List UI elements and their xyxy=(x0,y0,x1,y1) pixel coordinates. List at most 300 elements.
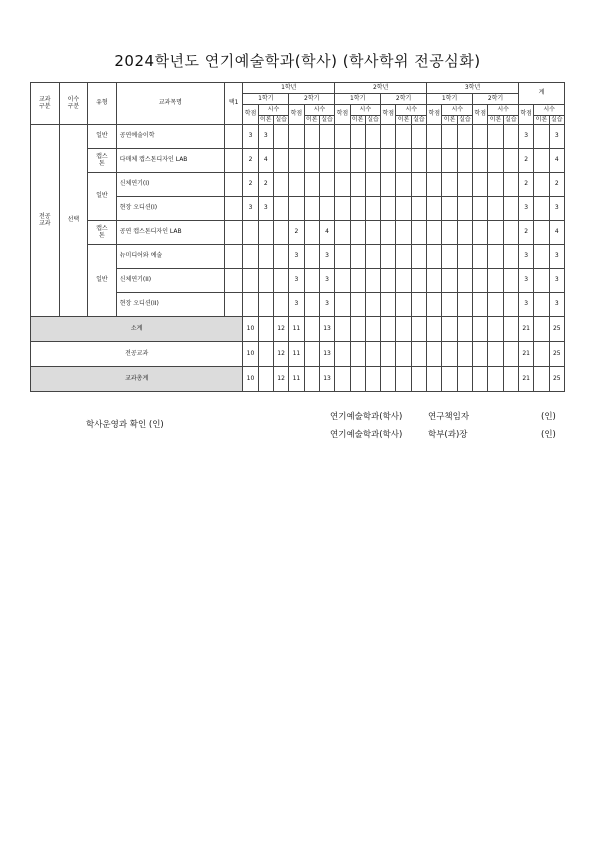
value-cell xyxy=(258,367,273,392)
value-cell xyxy=(350,221,365,245)
header-semester-2: 2학기 xyxy=(289,94,335,105)
value-cell xyxy=(457,293,472,317)
elective-cell xyxy=(224,245,242,269)
value-cell xyxy=(411,197,426,221)
table-row xyxy=(31,245,565,269)
value-cell xyxy=(396,173,411,197)
signature-dept-2: 연기예술학과(학사) xyxy=(330,430,403,440)
value-cell xyxy=(396,125,411,149)
header-credit: 학점 xyxy=(381,105,396,125)
summary-label: 소계 xyxy=(31,317,243,342)
header-practice: 실습 xyxy=(505,115,517,123)
value-cell xyxy=(473,173,488,197)
value-cell xyxy=(396,221,411,245)
value-cell xyxy=(335,125,350,149)
value-cell xyxy=(427,125,442,149)
value-cell xyxy=(427,317,442,342)
value-cell xyxy=(503,317,518,342)
header-type: 유형 xyxy=(88,83,117,125)
value-cell xyxy=(335,245,350,269)
total-cell: 25 xyxy=(549,317,564,342)
value-cell xyxy=(350,367,365,392)
value-cell xyxy=(411,269,426,293)
header-hours: 시수 xyxy=(442,105,473,116)
subject-name: 현장 오디션(II) xyxy=(116,293,224,317)
summary-row xyxy=(31,367,565,392)
signature-role-2: 학부(과)장 xyxy=(428,430,468,440)
total-cell: 21 xyxy=(519,317,534,342)
total-cell: 4 xyxy=(549,221,564,245)
value-cell xyxy=(243,293,258,317)
value-cell xyxy=(396,293,411,317)
value-cell xyxy=(289,173,304,197)
signature-dept-1: 연기예술학과(학사) xyxy=(330,412,403,422)
header-year-2: 2학년 xyxy=(335,83,427,94)
header-credit: 학점 xyxy=(243,105,258,125)
value-cell xyxy=(442,197,457,221)
value-cell xyxy=(396,367,411,392)
value-cell xyxy=(335,149,350,173)
header-practice: 실습 xyxy=(321,115,333,123)
value-cell xyxy=(442,245,457,269)
value-cell xyxy=(365,245,380,269)
value-cell: 10 xyxy=(243,367,258,392)
value-cell xyxy=(442,149,457,173)
value-cell xyxy=(304,293,319,317)
total-cell xyxy=(534,149,549,173)
value-cell xyxy=(503,342,518,367)
value-cell: 3 xyxy=(319,293,334,317)
value-cell xyxy=(243,269,258,293)
total-cell xyxy=(534,317,549,342)
type-label: 캡스 톤 xyxy=(88,149,117,173)
header-subject: 교과목명 xyxy=(116,83,224,125)
value-cell: 3 xyxy=(289,293,304,317)
elective-cell xyxy=(224,125,242,149)
value-cell xyxy=(427,269,442,293)
value-cell xyxy=(304,342,319,367)
value-cell xyxy=(258,221,273,245)
value-cell xyxy=(381,197,396,221)
value-cell xyxy=(457,197,472,221)
completion-label: 선택 xyxy=(59,125,88,317)
value-cell: 12 xyxy=(273,342,288,367)
value-cell xyxy=(411,149,426,173)
value-cell xyxy=(365,367,380,392)
header-hours: 시수 xyxy=(304,105,335,116)
header-practice: 실습 xyxy=(275,115,287,123)
value-cell xyxy=(365,317,380,342)
header-semester-1: 1학기 xyxy=(243,94,289,105)
value-cell xyxy=(442,293,457,317)
header-completion: 이수 구분 xyxy=(59,83,88,125)
header-semester-2: 2학기 xyxy=(473,94,519,105)
value-cell xyxy=(503,125,518,149)
total-cell: 3 xyxy=(519,293,534,317)
value-cell xyxy=(503,197,518,221)
value-cell xyxy=(304,197,319,221)
subject-name: 뉴미디어와 예술 xyxy=(116,245,224,269)
value-cell xyxy=(427,293,442,317)
value-cell xyxy=(304,269,319,293)
value-cell xyxy=(289,149,304,173)
elective-cell xyxy=(224,269,242,293)
elective-cell xyxy=(224,293,242,317)
header-hours: 시수 xyxy=(488,105,519,116)
value-cell xyxy=(365,149,380,173)
value-cell xyxy=(319,173,334,197)
value-cell xyxy=(457,367,472,392)
value-cell xyxy=(488,269,503,293)
value-cell xyxy=(350,342,365,367)
total-cell: 3 xyxy=(549,245,564,269)
value-cell xyxy=(411,221,426,245)
type-label: 캡스 톤 xyxy=(88,221,117,245)
value-cell xyxy=(411,173,426,197)
signature-seal-2: (인) xyxy=(541,430,556,440)
value-cell xyxy=(427,245,442,269)
elective-cell xyxy=(224,197,242,221)
value-cell xyxy=(473,367,488,392)
value-cell xyxy=(273,173,288,197)
total-cell: 3 xyxy=(519,197,534,221)
total-cell xyxy=(534,367,549,392)
header-credit: 학점 xyxy=(473,105,488,125)
header-semester-1: 1학기 xyxy=(427,94,473,105)
summary-row xyxy=(31,342,565,367)
header-theory: 이론 xyxy=(351,115,364,123)
value-cell: 13 xyxy=(319,342,334,367)
value-cell xyxy=(273,269,288,293)
value-cell xyxy=(457,149,472,173)
value-cell xyxy=(258,245,273,269)
value-cell xyxy=(473,317,488,342)
value-cell xyxy=(273,149,288,173)
total-cell: 3 xyxy=(549,197,564,221)
value-cell xyxy=(319,149,334,173)
value-cell xyxy=(304,317,319,342)
value-cell xyxy=(488,293,503,317)
table-row xyxy=(31,125,565,149)
table-row xyxy=(31,221,565,245)
value-cell: 11 xyxy=(289,317,304,342)
value-cell xyxy=(365,221,380,245)
subject-name: 다매체 캡스톤디자인 LAB xyxy=(116,149,224,173)
value-cell: 10 xyxy=(243,342,258,367)
header-theory: 이론 xyxy=(305,115,318,123)
header-credit: 학점 xyxy=(289,105,304,125)
value-cell xyxy=(396,197,411,221)
value-cell xyxy=(381,245,396,269)
value-cell xyxy=(350,269,365,293)
value-cell xyxy=(243,221,258,245)
total-cell xyxy=(534,125,549,149)
header-area: 교과 구분 xyxy=(31,83,60,125)
header-theory: 이론 xyxy=(443,115,456,123)
header-year-3: 3학년 xyxy=(427,83,519,94)
header-credit: 학점 xyxy=(335,105,350,125)
elective-cell xyxy=(224,221,242,245)
total-cell xyxy=(534,342,549,367)
value-cell xyxy=(350,149,365,173)
table-row xyxy=(31,149,565,173)
value-cell xyxy=(365,269,380,293)
value-cell xyxy=(335,342,350,367)
value-cell xyxy=(304,125,319,149)
value-cell xyxy=(365,197,380,221)
value-cell xyxy=(350,173,365,197)
total-cell: 25 xyxy=(549,342,564,367)
header-semester-1: 1학기 xyxy=(335,94,381,105)
total-cell xyxy=(534,269,549,293)
total-cell xyxy=(534,173,549,197)
total-cell: 3 xyxy=(519,125,534,149)
total-cell: 3 xyxy=(519,245,534,269)
value-cell xyxy=(411,125,426,149)
value-cell xyxy=(488,125,503,149)
value-cell xyxy=(427,342,442,367)
value-cell: 3 xyxy=(319,269,334,293)
value-cell xyxy=(442,221,457,245)
total-cell: 2 xyxy=(519,149,534,173)
value-cell: 11 xyxy=(289,367,304,392)
header-practice: 실습 xyxy=(551,115,563,123)
header-theory: 이론 xyxy=(397,115,410,123)
value-cell: 3 xyxy=(258,197,273,221)
value-cell xyxy=(335,367,350,392)
value-cell xyxy=(365,125,380,149)
summary-label: 전공교과 xyxy=(31,342,243,367)
value-cell: 3 xyxy=(289,245,304,269)
total-cell xyxy=(534,245,549,269)
value-cell: 2 xyxy=(243,149,258,173)
value-cell xyxy=(473,245,488,269)
subject-name: 현장 오디션(I) xyxy=(116,197,224,221)
value-cell xyxy=(335,221,350,245)
subject-name: 공연 캡스톤디자인 LAB xyxy=(116,221,224,245)
value-cell xyxy=(503,269,518,293)
value-cell xyxy=(488,173,503,197)
value-cell xyxy=(427,149,442,173)
value-cell xyxy=(258,269,273,293)
value-cell xyxy=(289,125,304,149)
total-cell xyxy=(534,293,549,317)
value-cell xyxy=(457,317,472,342)
value-cell xyxy=(488,197,503,221)
value-cell xyxy=(381,149,396,173)
value-cell xyxy=(473,125,488,149)
value-cell xyxy=(381,293,396,317)
value-cell xyxy=(488,245,503,269)
value-cell xyxy=(488,149,503,173)
value-cell xyxy=(503,221,518,245)
value-cell xyxy=(473,293,488,317)
value-cell xyxy=(381,269,396,293)
value-cell xyxy=(273,197,288,221)
value-cell xyxy=(396,245,411,269)
value-cell xyxy=(473,269,488,293)
value-cell xyxy=(304,221,319,245)
value-cell xyxy=(473,149,488,173)
value-cell xyxy=(411,367,426,392)
subject-name: 공연예술이학 xyxy=(116,125,224,149)
value-cell xyxy=(335,173,350,197)
value-cell xyxy=(473,197,488,221)
value-cell xyxy=(442,173,457,197)
total-cell: 2 xyxy=(519,173,534,197)
value-cell xyxy=(457,221,472,245)
type-label: 일반 xyxy=(88,173,117,221)
value-cell xyxy=(381,173,396,197)
value-cell xyxy=(442,269,457,293)
value-cell xyxy=(381,125,396,149)
header-hours: 시수 xyxy=(534,105,565,116)
value-cell: 2 xyxy=(258,173,273,197)
value-cell xyxy=(457,173,472,197)
value-cell xyxy=(396,342,411,367)
summary-row xyxy=(31,317,565,342)
value-cell xyxy=(335,293,350,317)
value-cell xyxy=(319,125,334,149)
value-cell xyxy=(457,269,472,293)
value-cell: 4 xyxy=(258,149,273,173)
value-cell xyxy=(258,342,273,367)
total-cell xyxy=(534,197,549,221)
value-cell xyxy=(350,245,365,269)
value-cell xyxy=(503,149,518,173)
value-cell xyxy=(273,125,288,149)
value-cell xyxy=(350,197,365,221)
value-cell xyxy=(304,245,319,269)
signature-seal-1: (인) xyxy=(541,412,556,422)
value-cell xyxy=(411,342,426,367)
value-cell xyxy=(442,342,457,367)
total-cell: 3 xyxy=(549,269,564,293)
header-semester-2: 2학기 xyxy=(381,94,427,105)
header-practice: 실습 xyxy=(367,115,379,123)
value-cell xyxy=(442,367,457,392)
total-cell: 21 xyxy=(519,367,534,392)
header-year-1: 1학년 xyxy=(243,83,335,94)
subject-name: 신체연기(II) xyxy=(116,269,224,293)
value-cell xyxy=(411,245,426,269)
total-cell: 2 xyxy=(519,221,534,245)
value-cell xyxy=(335,197,350,221)
value-cell xyxy=(473,221,488,245)
value-cell xyxy=(427,197,442,221)
value-cell xyxy=(427,367,442,392)
header-theory: 이론 xyxy=(535,115,548,123)
elective-cell xyxy=(224,173,242,197)
value-cell: 4 xyxy=(319,221,334,245)
value-cell: 2 xyxy=(243,173,258,197)
value-cell xyxy=(488,317,503,342)
value-cell xyxy=(503,245,518,269)
header-theory: 이론 xyxy=(260,115,272,123)
total-cell: 3 xyxy=(519,269,534,293)
total-cell: 4 xyxy=(549,149,564,173)
subject-name: 신체연기(I) xyxy=(116,173,224,197)
header-elective: 택1 xyxy=(224,83,242,125)
header-hours: 시수 xyxy=(396,105,427,116)
office-confirmation: 학사운영과 확인 (인) xyxy=(86,420,164,430)
value-cell xyxy=(442,317,457,342)
value-cell xyxy=(381,342,396,367)
header-total: 계 xyxy=(519,83,565,105)
value-cell xyxy=(396,269,411,293)
summary-label: 교과총계 xyxy=(31,367,243,392)
value-cell: 2 xyxy=(289,221,304,245)
header-practice: 실습 xyxy=(459,115,471,123)
value-cell: 13 xyxy=(319,317,334,342)
value-cell xyxy=(396,317,411,342)
value-cell xyxy=(457,125,472,149)
value-cell: 3 xyxy=(243,125,258,149)
value-cell xyxy=(488,367,503,392)
value-cell xyxy=(350,125,365,149)
value-cell: 3 xyxy=(258,125,273,149)
type-label: 일반 xyxy=(88,245,117,317)
value-cell: 13 xyxy=(319,367,334,392)
value-cell xyxy=(258,317,273,342)
header-theory: 이론 xyxy=(489,115,502,123)
value-cell xyxy=(304,173,319,197)
value-cell xyxy=(365,293,380,317)
value-cell xyxy=(289,197,304,221)
value-cell xyxy=(350,293,365,317)
value-cell xyxy=(503,367,518,392)
value-cell xyxy=(365,342,380,367)
value-cell xyxy=(335,269,350,293)
value-cell xyxy=(427,221,442,245)
value-cell xyxy=(488,342,503,367)
value-cell: 12 xyxy=(273,367,288,392)
header-hours: 시수 xyxy=(350,105,381,116)
value-cell xyxy=(273,293,288,317)
header-hours: 시수 xyxy=(258,105,289,116)
value-cell xyxy=(411,317,426,342)
header-credit: 학점 xyxy=(427,105,442,125)
value-cell xyxy=(442,125,457,149)
value-cell xyxy=(396,149,411,173)
value-cell: 10 xyxy=(243,317,258,342)
total-cell: 2 xyxy=(549,173,564,197)
value-cell xyxy=(258,293,273,317)
value-cell xyxy=(488,221,503,245)
value-cell: 3 xyxy=(319,245,334,269)
value-cell xyxy=(457,245,472,269)
curriculum-table xyxy=(30,82,565,392)
value-cell xyxy=(457,342,472,367)
value-cell xyxy=(365,173,380,197)
value-cell xyxy=(304,367,319,392)
type-label: 일반 xyxy=(88,125,117,149)
total-cell: 25 xyxy=(549,367,564,392)
value-cell xyxy=(243,245,258,269)
signature-role-1: 연구책임자 xyxy=(428,412,470,422)
value-cell xyxy=(411,293,426,317)
value-cell xyxy=(335,317,350,342)
header-practice: 실습 xyxy=(413,115,425,123)
value-cell xyxy=(503,293,518,317)
total-cell xyxy=(534,221,549,245)
value-cell xyxy=(427,173,442,197)
value-cell: 3 xyxy=(289,269,304,293)
table-row xyxy=(31,173,565,197)
value-cell xyxy=(273,221,288,245)
value-cell xyxy=(473,342,488,367)
value-cell xyxy=(319,197,334,221)
